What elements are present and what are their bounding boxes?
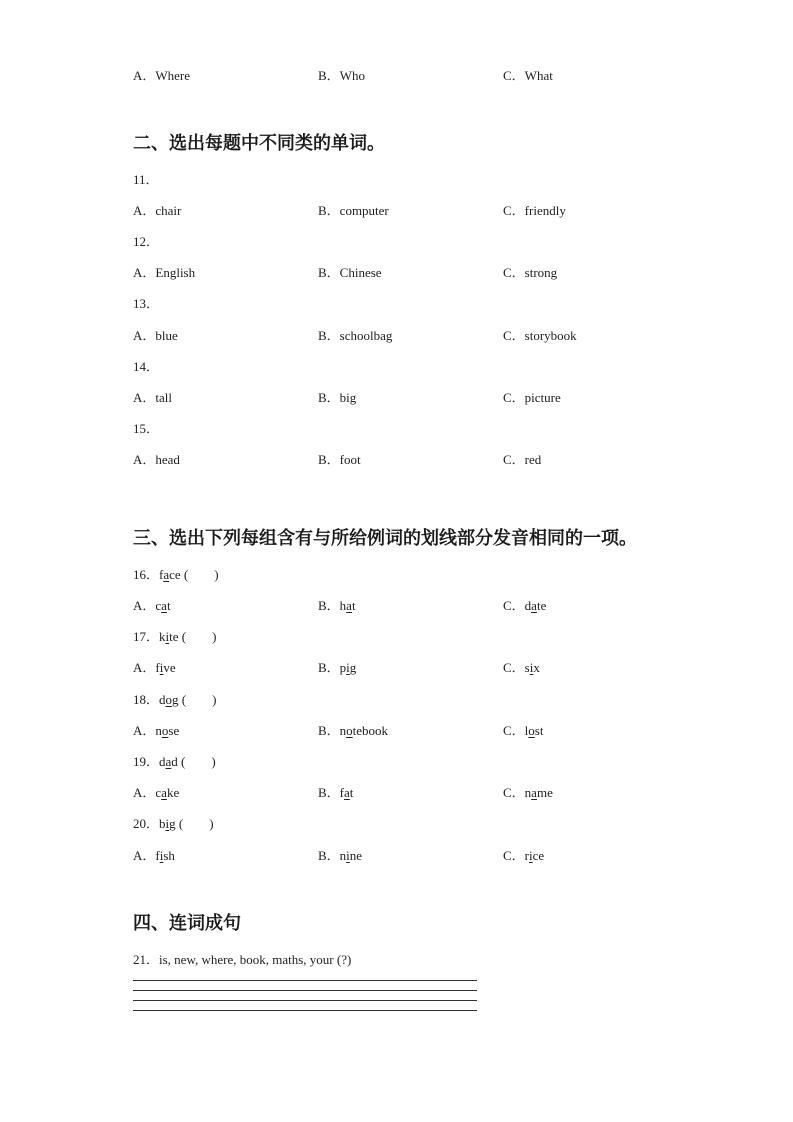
- option-text: C．d: [503, 598, 532, 613]
- option-text: A．f: [133, 848, 160, 863]
- prompt-text: ce ( ): [169, 567, 219, 582]
- question-number: 15．: [133, 421, 160, 436]
- underlined-letter: o: [161, 723, 169, 738]
- question-12-number: [0, 232, 793, 252]
- option-b[interactable]: B．foot: [318, 452, 361, 467]
- option-text: sh: [163, 848, 175, 863]
- option-a[interactable]: [133, 783, 179, 803]
- underlined-letter: o: [165, 692, 173, 707]
- option-text: se: [168, 723, 180, 738]
- question-10-options: [0, 66, 793, 86]
- prompt-text: d ( ): [171, 754, 216, 769]
- answer-line: [133, 990, 477, 991]
- underlined-letter: i: [159, 660, 164, 675]
- prompt-text: g ( ): [172, 692, 217, 707]
- underlined-letter: i: [346, 848, 350, 863]
- option-text: A．c: [133, 785, 162, 800]
- option-c[interactable]: [503, 596, 546, 616]
- prompt-text: 18．d: [133, 692, 166, 707]
- option-text: C．n: [503, 785, 532, 800]
- option-c[interactable]: C．picture: [503, 390, 561, 405]
- underlined-letter: a: [344, 785, 350, 800]
- question-20-prompt: [0, 814, 793, 834]
- question-prompt: 21．is, new, where, book, maths, your (?): [133, 952, 352, 967]
- question-prompt: [133, 752, 216, 772]
- option-b[interactable]: [318, 846, 362, 866]
- option-a[interactable]: A．English: [133, 265, 196, 280]
- option-text: tebook: [352, 723, 389, 738]
- option-a[interactable]: A．chair: [133, 203, 182, 218]
- prompt-text: 20．b: [133, 816, 166, 831]
- option-c[interactable]: [503, 846, 544, 866]
- option-text: x: [533, 660, 540, 675]
- option-text: C．l: [503, 723, 529, 738]
- option-text: ve: [163, 660, 176, 675]
- question-13-number: [0, 294, 793, 314]
- question-prompt: [133, 814, 214, 834]
- option-a[interactable]: A．blue: [133, 328, 178, 343]
- underlined-letter: a: [161, 598, 167, 613]
- option-c[interactable]: [503, 721, 543, 741]
- underlined-letter: a: [531, 598, 537, 613]
- answer-line: [133, 1010, 477, 1011]
- section-2-heading: 二、选出每题中不同类的单词。: [133, 133, 385, 154]
- option-b[interactable]: B．computer: [318, 203, 389, 218]
- underlined-letter: a: [163, 567, 170, 582]
- option-b[interactable]: B．big: [318, 390, 357, 405]
- section-3-heading: 三、选出下列每组含有与所给例词的划线部分发音相同的一项。: [133, 528, 637, 549]
- question-18-prompt: [0, 690, 793, 710]
- option-b[interactable]: [318, 596, 356, 616]
- option-text: B．h: [318, 598, 347, 613]
- option-text: A．c: [133, 598, 162, 613]
- option-b[interactable]: B．Chinese: [318, 265, 382, 280]
- prompt-text: 16．f: [133, 567, 164, 582]
- option-text: ne: [349, 848, 363, 863]
- question-14-number: [0, 357, 793, 377]
- option-b[interactable]: [318, 658, 356, 678]
- option-text: C．r: [503, 848, 530, 863]
- option-c[interactable]: C．friendly: [503, 203, 566, 218]
- option-text: g: [349, 660, 357, 675]
- option-b[interactable]: B．schoolbag: [318, 328, 393, 343]
- option-b[interactable]: B．Who: [318, 68, 365, 83]
- question-15-number: [0, 419, 793, 439]
- question-21: [0, 950, 793, 970]
- answer-line: [133, 980, 477, 981]
- option-text: C．s: [503, 660, 530, 675]
- option-a[interactable]: A．Where: [133, 68, 191, 83]
- answer-line: [133, 1000, 477, 1001]
- underlined-letter: a: [165, 754, 172, 769]
- option-text: B．p: [318, 660, 347, 675]
- option-text: t: [166, 598, 171, 613]
- underlined-letter: i: [165, 816, 170, 831]
- question-16-prompt: [0, 565, 793, 585]
- option-a[interactable]: [133, 721, 179, 741]
- option-c[interactable]: C．red: [503, 452, 542, 467]
- option-a[interactable]: [133, 658, 176, 678]
- question-11-options: [0, 201, 793, 221]
- option-text: t: [349, 785, 354, 800]
- underlined-letter: o: [346, 723, 353, 738]
- option-text: ce: [532, 848, 545, 863]
- prompt-text: g ( ): [169, 816, 214, 831]
- underlined-letter: o: [528, 723, 535, 738]
- question-prompt: [133, 627, 216, 647]
- option-text: B．f: [318, 785, 345, 800]
- option-text: A．f: [133, 660, 160, 675]
- option-b[interactable]: [318, 783, 353, 803]
- option-text: me: [536, 785, 553, 800]
- prompt-text: te ( ): [169, 629, 217, 644]
- option-a[interactable]: [133, 596, 171, 616]
- option-c[interactable]: C．What: [503, 68, 553, 83]
- question-number: 12．: [133, 234, 160, 249]
- question-number: 14．: [133, 359, 160, 374]
- option-a[interactable]: [133, 846, 175, 866]
- question-prompt: [133, 690, 216, 710]
- section-4-heading: 四、连词成句: [133, 913, 241, 934]
- option-text: t: [351, 598, 356, 613]
- option-text: B．n: [318, 723, 347, 738]
- question-16-options: [0, 596, 793, 616]
- prompt-text: 19．d: [133, 754, 166, 769]
- question-prompt: [133, 565, 219, 585]
- question-17-prompt: [0, 627, 793, 647]
- question-number: 13．: [133, 296, 160, 311]
- underlined-letter: a: [161, 785, 167, 800]
- underlined-letter: a: [346, 598, 352, 613]
- underlined-letter: i: [159, 848, 164, 863]
- question-number: 11．: [133, 172, 159, 187]
- question-13-options: [0, 326, 793, 346]
- option-a[interactable]: A．head: [133, 452, 180, 467]
- option-a[interactable]: A．tall: [133, 390, 172, 405]
- option-c[interactable]: C．storybook: [503, 328, 577, 343]
- option-c[interactable]: [503, 658, 540, 678]
- question-18-options: [0, 721, 793, 741]
- option-text: B．n: [318, 848, 347, 863]
- option-c[interactable]: [503, 783, 553, 803]
- option-text: st: [534, 723, 544, 738]
- question-14-options: [0, 388, 793, 408]
- option-c[interactable]: C．strong: [503, 265, 558, 280]
- option-b[interactable]: [318, 721, 388, 741]
- underlined-letter: i: [165, 629, 170, 644]
- question-15-options: [0, 450, 793, 470]
- option-text: te: [536, 598, 547, 613]
- question-20-options: [0, 846, 793, 866]
- question-19-prompt: [0, 752, 793, 772]
- underlined-letter: a: [531, 785, 537, 800]
- option-text: A．n: [133, 723, 162, 738]
- underlined-letter: i: [529, 848, 533, 863]
- underlined-letter: i: [346, 660, 350, 675]
- question-19-options: [0, 783, 793, 803]
- question-17-options: [0, 658, 793, 678]
- option-text: ke: [166, 785, 180, 800]
- underlined-letter: i: [529, 660, 534, 675]
- prompt-text: 17．k: [133, 629, 166, 644]
- question-11-number: [0, 170, 793, 190]
- question-12-options: [0, 263, 793, 283]
